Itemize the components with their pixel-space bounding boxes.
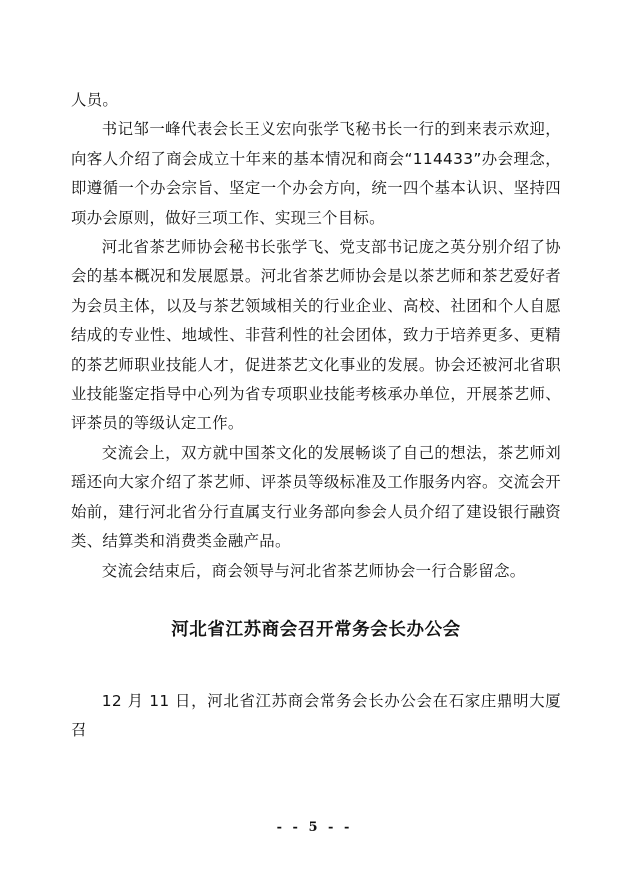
document-body — [71, 86, 561, 746]
section-lead-paragraph: 12 月 11 日，河北省江苏商会常务会长办公会在石家庄鼎明大厦召 — [71, 691, 561, 740]
paragraph-continuation: 人员。 — [71, 91, 119, 109]
paragraph-group-photo: 交流会结束后，商会领导与河北省茶艺师协会一行合影留念。 — [101, 561, 526, 580]
paragraph-exchange: 交流会上，双方就中国茶文化的发展畅谈了自己的想法，茶艺师刘瑶还向大家介绍了茶艺师、评茶员等级标准及工作服务内容。交流会开始前，建行河北省分行直属支行业务部向参会人员介绍了建设银行融资类、结算类和消费类金融产品。 — [71, 443, 561, 551]
section-heading: 河北省江苏商会召开常务会长办公会 — [171, 619, 461, 640]
page-number: - - 5 - - — [276, 820, 353, 835]
paragraph-welcome: 书记邹一峰代表会长王义宏向张学飞秘书长一行的到来表示欢迎，向客人介绍了商会成立十年来的基本情况和商会“114433”办会理念，即遵循一个办会宗旨、坚定一个办会方向，统一四个基本认识、坚持四项办会原则，做好三项工作、实现三个目标。 — [71, 120, 561, 227]
paragraph-association-intro: 河北省茶艺师协会秘书长张学飞、党支部书记庞之英分别介绍了协会的基本概况和发展愿景。河北省茶艺师协会是以茶艺师和茶艺爱好者为会员主体，以及与茶艺领域相关的行业企业、高校、社团和个人自愿结成的专业性、地域性、非营利性的社会团体，致力于培养更多、更精的茶艺师职业技能人才，促进茶艺文化事业的发展。协会还被河北省职业技能鉴定指导中心列为省专项职业技能考核承办单位，开展茶艺师、评茶员的等级认定工作。 — [71, 238, 561, 433]
